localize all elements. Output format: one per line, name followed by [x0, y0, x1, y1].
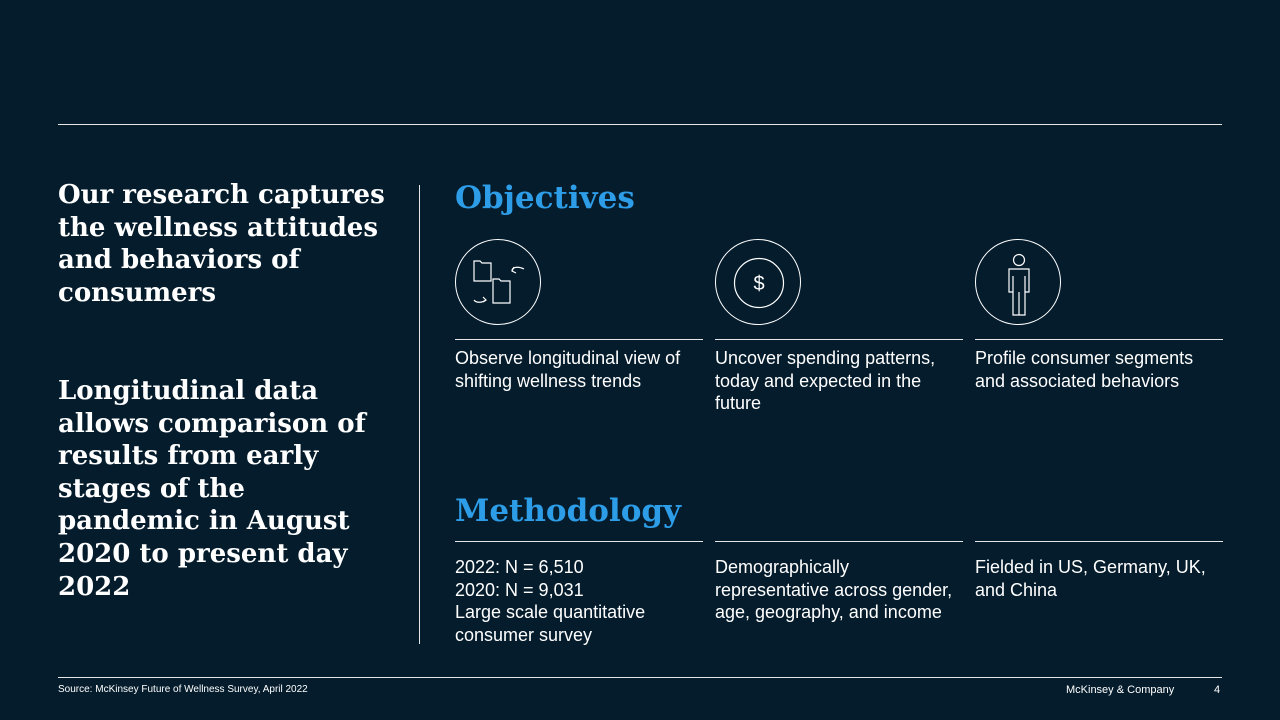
dollar-coin-icon [715, 239, 801, 325]
lead-statement-research: Our research captures the wellness attitudes and behaviors of consumers [58, 180, 385, 308]
objective-rule-1 [455, 339, 703, 340]
objective-text-3: Profile consumer segments and associated behaviors [975, 348, 1194, 391]
bottom-rule [58, 677, 1222, 678]
methodology-line-countries: Fielded in US, Germany, UK, and China [975, 557, 1206, 600]
methodology-line-sample-2022: 2022: N = 6,510 [455, 557, 584, 577]
methodology-line-survey: Large scale quantitative consumer survey [455, 602, 646, 645]
methodology-rule-1 [455, 541, 703, 542]
methodology-rule-2 [715, 541, 963, 542]
objective-rule-3 [975, 339, 1223, 340]
methodology-title: Methodology [455, 493, 682, 529]
svg-text:$: $ [753, 273, 765, 295]
top-rule [58, 124, 1222, 125]
methodology-text-3 [975, 556, 1225, 601]
methodology-text-2 [715, 556, 965, 624]
objective-rule-2 [715, 339, 963, 340]
folders-sync-icon [455, 239, 541, 325]
objective-text-2: Uncover spending patterns, today and expected in the future [715, 348, 936, 413]
page-number: 4 [1214, 684, 1221, 696]
objective-text-1: Observe longitudinal view of shifting wellness trends [455, 348, 681, 391]
footer-brand: McKinsey & Company [1066, 684, 1175, 696]
person-icon [975, 239, 1061, 325]
methodology-rule-3 [975, 541, 1223, 542]
methodology-line-demographics: Demographically representative across gender, age, geography, and income [715, 557, 953, 622]
vertical-divider [419, 185, 420, 644]
footer-source: Source: McKinsey Future of Wellness Survey, April 2022 [58, 684, 308, 695]
lead-statement-longitudinal: Longitudinal data allows comparison of results from early stages of the pandemic in August 2020 to present day 2022 [58, 376, 366, 602]
objectives-title: Objectives [455, 180, 635, 216]
methodology-text-1 [455, 556, 705, 646]
methodology-line-sample-2020: 2020: N = 9,031 [455, 579, 584, 600]
